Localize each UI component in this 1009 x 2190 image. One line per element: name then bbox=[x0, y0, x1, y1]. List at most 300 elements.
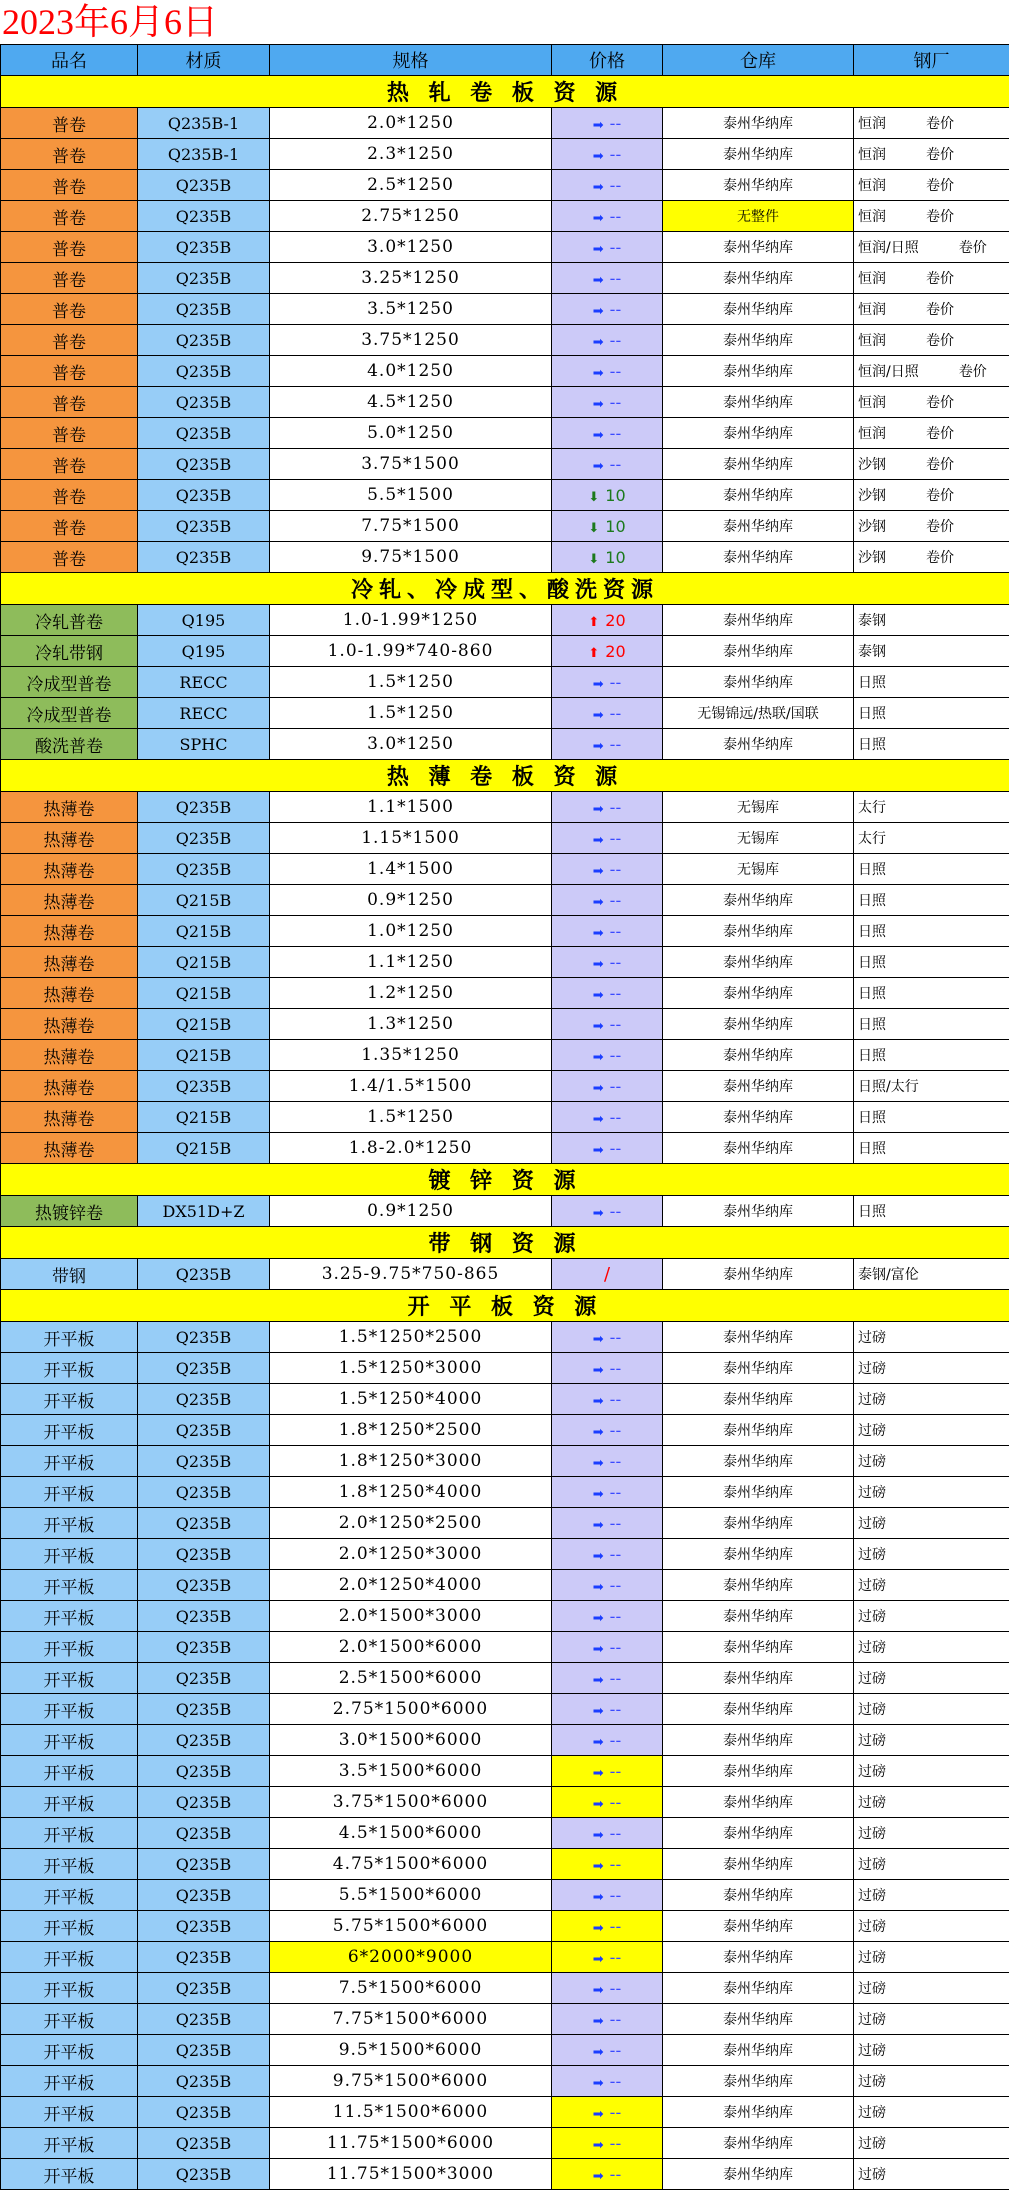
material-cell: Q215B bbox=[138, 1102, 270, 1133]
mill-cell bbox=[854, 1133, 1009, 1164]
product-name-cell: 开平板 bbox=[1, 1322, 138, 1353]
price-cell bbox=[552, 1446, 663, 1477]
spec-cell: 1.5*1250*4000 bbox=[270, 1384, 552, 1415]
price-cell bbox=[552, 1880, 663, 1911]
material-cell: Q235B bbox=[138, 823, 270, 854]
mill-cell bbox=[854, 2097, 1009, 2128]
material-cell: Q235B bbox=[138, 854, 270, 885]
price-cell bbox=[552, 1322, 663, 1353]
material-cell: Q235B bbox=[138, 1725, 270, 1756]
product-name-cell: 开平板 bbox=[1, 2097, 138, 2128]
table-row bbox=[1, 2128, 1009, 2159]
mill-name: 过磅 bbox=[858, 2136, 886, 2152]
price-cell bbox=[552, 139, 663, 170]
spec-cell: 3.5*1250 bbox=[270, 294, 552, 325]
table-row bbox=[1, 418, 1009, 449]
table-row bbox=[1, 2097, 1009, 2128]
section-header-row bbox=[1, 573, 1009, 605]
arrow-right-icon: ➡ bbox=[593, 242, 604, 257]
mill-name: 过磅 bbox=[858, 1423, 886, 1439]
product-name-cell: 热薄卷 bbox=[1, 1009, 138, 1040]
mill-name: 过磅 bbox=[858, 1981, 886, 1997]
price-value: -- bbox=[610, 1886, 622, 1905]
mill-name: 过磅 bbox=[858, 1733, 886, 1749]
arrow-right-icon: ➡ bbox=[593, 802, 604, 817]
warehouse-cell: 泰州华纳库 bbox=[663, 294, 854, 325]
material-cell: Q235B bbox=[138, 1259, 270, 1290]
mill-name: 日照 bbox=[858, 675, 886, 691]
mill-name: 日照 bbox=[858, 986, 886, 1002]
product-name-cell: 冷轧普卷 bbox=[1, 605, 138, 636]
price-value: -- bbox=[610, 1514, 622, 1533]
price-cell bbox=[552, 1539, 663, 1570]
price-value: -- bbox=[610, 829, 622, 848]
mill-cell bbox=[854, 1539, 1009, 1570]
warehouse-cell: 泰州华纳库 bbox=[663, 139, 854, 170]
product-name-cell: 普卷 bbox=[1, 418, 138, 449]
price-value: -- bbox=[610, 1139, 622, 1158]
price-cell bbox=[552, 201, 663, 232]
material-cell: Q235B bbox=[138, 1415, 270, 1446]
material-cell: Q235B bbox=[138, 1694, 270, 1725]
table-row bbox=[1, 1133, 1009, 1164]
material-cell: Q235B bbox=[138, 1663, 270, 1694]
arrow-right-icon: ➡ bbox=[593, 149, 604, 164]
mill-cell bbox=[854, 978, 1009, 1009]
product-name-cell: 普卷 bbox=[1, 139, 138, 170]
mill-name: 日照 bbox=[858, 955, 886, 971]
mill-cell bbox=[854, 1353, 1009, 1384]
warehouse-cell: 无整件 bbox=[663, 201, 854, 232]
price-value: -- bbox=[610, 984, 622, 1003]
arrow-right-icon: ➡ bbox=[593, 335, 604, 350]
price-value: -- bbox=[610, 1917, 622, 1936]
mill-cell bbox=[854, 916, 1009, 947]
table-row bbox=[1, 1725, 1009, 1756]
mill-name: 过磅 bbox=[858, 1547, 886, 1563]
warehouse-cell: 泰州华纳库 bbox=[663, 1508, 854, 1539]
table-row bbox=[1, 1353, 1009, 1384]
price-value: -- bbox=[610, 362, 622, 381]
material-cell: Q235B bbox=[138, 263, 270, 294]
price-cell bbox=[552, 232, 663, 263]
warehouse-cell: 泰州华纳库 bbox=[663, 387, 854, 418]
product-name-cell: 普卷 bbox=[1, 170, 138, 201]
warehouse-cell: 泰州华纳库 bbox=[663, 1756, 854, 1787]
product-name-cell: 普卷 bbox=[1, 542, 138, 573]
warehouse-cell: 泰州华纳库 bbox=[663, 1040, 854, 1071]
price-value: -- bbox=[610, 922, 622, 941]
warehouse-cell: 泰州华纳库 bbox=[663, 1818, 854, 1849]
material-cell: Q215B bbox=[138, 947, 270, 978]
warehouse-cell: 泰州华纳库 bbox=[663, 1322, 854, 1353]
product-name-cell: 开平板 bbox=[1, 1818, 138, 1849]
price-value: -- bbox=[610, 300, 622, 319]
price-cell bbox=[552, 1508, 663, 1539]
warehouse-cell: 无锡库 bbox=[663, 823, 854, 854]
table-row bbox=[1, 729, 1009, 760]
section-title: 开 平 板 资 源 bbox=[1, 1290, 1009, 1322]
mill-name: 恒润 bbox=[858, 302, 886, 318]
arrow-right-icon: ➡ bbox=[593, 1952, 604, 1967]
mill-note: 卷价 bbox=[959, 240, 987, 256]
mill-cell bbox=[854, 542, 1009, 573]
arrow-right-icon: ➡ bbox=[593, 428, 604, 443]
product-name-cell: 冷成型普卷 bbox=[1, 667, 138, 698]
mill-note: 卷价 bbox=[926, 519, 954, 535]
price-cell bbox=[552, 1259, 663, 1290]
mill-name: 日照 bbox=[858, 1110, 886, 1126]
arrow-right-icon: ➡ bbox=[593, 1766, 604, 1781]
product-name-cell: 酸洗普卷 bbox=[1, 729, 138, 760]
price-cell bbox=[552, 823, 663, 854]
arrow-up-icon: ⬆ bbox=[588, 646, 599, 661]
material-cell: Q235B bbox=[138, 387, 270, 418]
table-row bbox=[1, 2004, 1009, 2035]
price-value: -- bbox=[610, 1108, 622, 1127]
spec-cell: 1.35*1250 bbox=[270, 1040, 552, 1071]
price-table-body bbox=[1, 45, 1009, 2190]
warehouse-cell: 泰州华纳库 bbox=[663, 916, 854, 947]
spec-cell: 1.5*1250 bbox=[270, 1102, 552, 1133]
spec-cell: 1.8*1250*4000 bbox=[270, 1477, 552, 1508]
table-row bbox=[1, 1009, 1009, 1040]
arrow-down-icon: ⬇ bbox=[588, 521, 599, 536]
mill-cell bbox=[854, 139, 1009, 170]
price-value: -- bbox=[610, 2041, 622, 2060]
spec-cell: 3.25-9.75*750-865 bbox=[270, 1259, 552, 1290]
price-value: -- bbox=[610, 2134, 622, 2153]
price-cell bbox=[552, 1353, 663, 1384]
warehouse-cell: 泰州华纳库 bbox=[663, 1384, 854, 1415]
mill-name: 过磅 bbox=[858, 1857, 886, 1873]
product-name-cell: 开平板 bbox=[1, 1849, 138, 1880]
price-cell bbox=[552, 916, 663, 947]
mill-cell bbox=[854, 1973, 1009, 2004]
mill-name: 过磅 bbox=[858, 1919, 886, 1935]
spec-cell: 4.75*1500*6000 bbox=[270, 1849, 552, 1880]
arrow-down-icon: ⬇ bbox=[588, 552, 599, 567]
mill-cell bbox=[854, 698, 1009, 729]
warehouse-cell: 泰州华纳库 bbox=[663, 1133, 854, 1164]
arrow-right-icon: ➡ bbox=[593, 2107, 604, 2122]
price-value: 10 bbox=[605, 486, 625, 505]
price-value: -- bbox=[610, 2072, 622, 2091]
spec-cell: 1.0-1.99*1250 bbox=[270, 605, 552, 636]
price-value: -- bbox=[610, 1607, 622, 1626]
price-cell bbox=[552, 356, 663, 387]
price-cell bbox=[552, 1849, 663, 1880]
price-value: -- bbox=[610, 704, 622, 723]
mill-cell bbox=[854, 1632, 1009, 1663]
arrow-right-icon: ➡ bbox=[593, 1050, 604, 1065]
spec-cell: 1.2*1250 bbox=[270, 978, 552, 1009]
product-name-cell: 热薄卷 bbox=[1, 1071, 138, 1102]
price-cell bbox=[552, 1477, 663, 1508]
warehouse-cell: 泰州华纳库 bbox=[663, 1570, 854, 1601]
spec-cell: 3.5*1500*6000 bbox=[270, 1756, 552, 1787]
mill-cell bbox=[854, 1196, 1009, 1227]
spec-cell: 5.5*1500 bbox=[270, 480, 552, 511]
price-cell bbox=[552, 1725, 663, 1756]
arrow-right-icon: ➡ bbox=[593, 1487, 604, 1502]
table-row bbox=[1, 449, 1009, 480]
spec-cell: 4.5*1250 bbox=[270, 387, 552, 418]
product-name-cell: 开平板 bbox=[1, 1384, 138, 1415]
mill-name: 太行 bbox=[858, 831, 886, 847]
table-row bbox=[1, 1539, 1009, 1570]
header-price: 价格 bbox=[552, 45, 663, 76]
material-cell: Q235B bbox=[138, 480, 270, 511]
material-cell: Q235B-1 bbox=[138, 139, 270, 170]
table-row bbox=[1, 1071, 1009, 1102]
price-value: -- bbox=[610, 891, 622, 910]
mill-name: 日照 bbox=[858, 1048, 886, 1064]
spec-cell: 11.5*1500*6000 bbox=[270, 2097, 552, 2128]
mill-name: 过磅 bbox=[858, 1826, 886, 1842]
warehouse-cell: 泰州华纳库 bbox=[663, 2066, 854, 2097]
mill-name: 过磅 bbox=[858, 2167, 886, 2183]
mill-cell bbox=[854, 356, 1009, 387]
warehouse-cell: 泰州华纳库 bbox=[663, 947, 854, 978]
mill-cell bbox=[854, 885, 1009, 916]
material-cell: Q215B bbox=[138, 978, 270, 1009]
mill-cell bbox=[854, 1570, 1009, 1601]
price-cell bbox=[552, 2128, 663, 2159]
mill-cell bbox=[854, 1787, 1009, 1818]
product-name-cell: 开平板 bbox=[1, 1601, 138, 1632]
price-value: -- bbox=[610, 1421, 622, 1440]
price-cell bbox=[552, 1415, 663, 1446]
spec-cell: 1.4/1.5*1500 bbox=[270, 1071, 552, 1102]
price-value: 20 bbox=[605, 642, 625, 661]
sheet-date: 2023年6月6日 bbox=[0, 0, 218, 44]
mill-cell bbox=[854, 1880, 1009, 1911]
arrow-right-icon: ➡ bbox=[593, 1859, 604, 1874]
mill-note: 卷价 bbox=[926, 209, 954, 225]
product-name-cell: 开平板 bbox=[1, 1570, 138, 1601]
price-cell bbox=[552, 605, 663, 636]
header-spec: 规格 bbox=[270, 45, 552, 76]
warehouse-cell: 泰州华纳库 bbox=[663, 511, 854, 542]
spec-cell: 1.5*1250*2500 bbox=[270, 1322, 552, 1353]
table-row bbox=[1, 1415, 1009, 1446]
arrow-right-icon: ➡ bbox=[593, 2076, 604, 2091]
product-name-cell: 开平板 bbox=[1, 2035, 138, 2066]
price-cell bbox=[552, 1009, 663, 1040]
price-value: -- bbox=[610, 1638, 622, 1657]
mill-name: 过磅 bbox=[858, 1888, 886, 1904]
product-name-cell: 开平板 bbox=[1, 1694, 138, 1725]
material-cell: Q195 bbox=[138, 605, 270, 636]
price-cell bbox=[552, 1756, 663, 1787]
price-value: -- bbox=[610, 953, 622, 972]
mill-cell bbox=[854, 263, 1009, 294]
section-header-row bbox=[1, 76, 1009, 108]
warehouse-cell: 泰州华纳库 bbox=[663, 108, 854, 139]
price-value: -- bbox=[610, 1762, 622, 1781]
table-row bbox=[1, 978, 1009, 1009]
material-cell: Q235B bbox=[138, 1787, 270, 1818]
mill-name: 过磅 bbox=[858, 1764, 886, 1780]
mill-note: 卷价 bbox=[926, 147, 954, 163]
header-warehouse: 仓库 bbox=[663, 45, 854, 76]
table-row bbox=[1, 201, 1009, 232]
table-row bbox=[1, 1102, 1009, 1133]
product-name-cell: 开平板 bbox=[1, 1415, 138, 1446]
price-cell bbox=[552, 1818, 663, 1849]
arrow-right-icon: ➡ bbox=[593, 118, 604, 133]
warehouse-cell: 泰州华纳库 bbox=[663, 1009, 854, 1040]
mill-note: 卷价 bbox=[926, 271, 954, 287]
mill-cell bbox=[854, 1477, 1009, 1508]
mill-cell bbox=[854, 1508, 1009, 1539]
price-cell bbox=[552, 449, 663, 480]
spec-cell: 1.0*1250 bbox=[270, 916, 552, 947]
mill-note: 卷价 bbox=[926, 550, 954, 566]
table-row bbox=[1, 1756, 1009, 1787]
product-name-cell: 开平板 bbox=[1, 1911, 138, 1942]
product-name-cell: 开平板 bbox=[1, 1787, 138, 1818]
material-cell: Q235B bbox=[138, 2097, 270, 2128]
table-row bbox=[1, 170, 1009, 201]
mill-name: 恒润/日照 bbox=[858, 240, 919, 256]
warehouse-cell: 泰州华纳库 bbox=[663, 1071, 854, 1102]
table-row bbox=[1, 1942, 1009, 1973]
table-row bbox=[1, 325, 1009, 356]
arrow-right-icon: ➡ bbox=[593, 2138, 604, 2153]
product-name-cell: 热薄卷 bbox=[1, 1040, 138, 1071]
spec-cell: 2.75*1500*6000 bbox=[270, 1694, 552, 1725]
arrow-right-icon: ➡ bbox=[593, 1456, 604, 1471]
mill-name: 恒润 bbox=[858, 209, 886, 225]
price-value: -- bbox=[610, 207, 622, 226]
mill-name: 沙钢 bbox=[858, 519, 886, 535]
material-cell: Q235B bbox=[138, 511, 270, 542]
price-cell bbox=[552, 1632, 663, 1663]
arrow-right-icon: ➡ bbox=[593, 895, 604, 910]
warehouse-cell: 泰州华纳库 bbox=[663, 636, 854, 667]
price-cell bbox=[552, 294, 663, 325]
material-cell: RECC bbox=[138, 667, 270, 698]
warehouse-cell: 泰州华纳库 bbox=[663, 170, 854, 201]
arrow-right-icon: ➡ bbox=[593, 1921, 604, 1936]
warehouse-cell: 泰州华纳库 bbox=[663, 1694, 854, 1725]
arrow-right-icon: ➡ bbox=[593, 273, 604, 288]
price-value: -- bbox=[610, 1731, 622, 1750]
mill-cell bbox=[854, 1384, 1009, 1415]
warehouse-cell: 泰州华纳库 bbox=[663, 605, 854, 636]
table-row bbox=[1, 480, 1009, 511]
warehouse-cell: 泰州华纳库 bbox=[663, 978, 854, 1009]
arrow-right-icon: ➡ bbox=[593, 1081, 604, 1096]
price-value: -- bbox=[610, 1359, 622, 1378]
mill-name: 日照 bbox=[858, 1204, 886, 1220]
mill-cell bbox=[854, 823, 1009, 854]
mill-name: 沙钢 bbox=[858, 457, 886, 473]
price-cell bbox=[552, 1071, 663, 1102]
arrow-right-icon: ➡ bbox=[593, 1828, 604, 1843]
product-name-cell: 普卷 bbox=[1, 232, 138, 263]
price-cell bbox=[552, 1663, 663, 1694]
spec-cell: 1.4*1500 bbox=[270, 854, 552, 885]
material-cell: Q235B bbox=[138, 201, 270, 232]
price-value: -- bbox=[610, 1855, 622, 1874]
mill-name: 沙钢 bbox=[858, 550, 886, 566]
table-row bbox=[1, 1849, 1009, 1880]
table-row bbox=[1, 1973, 1009, 2004]
price-value: -- bbox=[610, 798, 622, 817]
mill-name: 恒润 bbox=[858, 395, 886, 411]
price-cell bbox=[552, 1694, 663, 1725]
table-row bbox=[1, 1196, 1009, 1227]
arrow-right-icon: ➡ bbox=[593, 1797, 604, 1812]
mill-cell bbox=[854, 2128, 1009, 2159]
mill-name: 日照 bbox=[858, 924, 886, 940]
material-cell: Q235B bbox=[138, 1322, 270, 1353]
mill-note: 卷价 bbox=[926, 302, 954, 318]
section-title: 热 轧 卷 板 资 源 bbox=[1, 76, 1009, 108]
arrow-right-icon: ➡ bbox=[593, 1425, 604, 1440]
spec-cell: 2.75*1250 bbox=[270, 201, 552, 232]
table-row bbox=[1, 823, 1009, 854]
material-cell: Q235B bbox=[138, 1818, 270, 1849]
price-value: -- bbox=[610, 2010, 622, 2029]
warehouse-cell: 泰州华纳库 bbox=[663, 2004, 854, 2035]
warehouse-cell: 泰州华纳库 bbox=[663, 729, 854, 760]
spec-cell: 1.0-1.99*740-860 bbox=[270, 636, 552, 667]
spec-cell: 1.8*1250*3000 bbox=[270, 1446, 552, 1477]
mill-cell bbox=[854, 2004, 1009, 2035]
arrow-right-icon: ➡ bbox=[593, 1642, 604, 1657]
mill-cell bbox=[854, 854, 1009, 885]
warehouse-cell: 泰州华纳库 bbox=[663, 1632, 854, 1663]
table-row bbox=[1, 698, 1009, 729]
warehouse-cell: 无锡库 bbox=[663, 792, 854, 823]
price-cell bbox=[552, 511, 663, 542]
table-row bbox=[1, 792, 1009, 823]
table-row bbox=[1, 854, 1009, 885]
mill-name: 恒润 bbox=[858, 271, 886, 287]
price-cell bbox=[552, 387, 663, 418]
product-name-cell: 普卷 bbox=[1, 263, 138, 294]
spec-cell: 2.0*1250*4000 bbox=[270, 1570, 552, 1601]
price-cell bbox=[552, 480, 663, 511]
material-cell: RECC bbox=[138, 698, 270, 729]
warehouse-cell: 无锡锦远/热联/国联 bbox=[663, 698, 854, 729]
price-table bbox=[0, 44, 1009, 2190]
price-cell bbox=[552, 885, 663, 916]
product-name-cell: 普卷 bbox=[1, 325, 138, 356]
spec-cell: 0.9*1250 bbox=[270, 885, 552, 916]
product-name-cell: 普卷 bbox=[1, 449, 138, 480]
product-name-cell: 普卷 bbox=[1, 294, 138, 325]
warehouse-cell: 泰州华纳库 bbox=[663, 1663, 854, 1694]
warehouse-cell: 泰州华纳库 bbox=[663, 2128, 854, 2159]
spec-cell: 2.0*1500*3000 bbox=[270, 1601, 552, 1632]
price-value: / bbox=[604, 1264, 610, 1285]
warehouse-cell: 泰州华纳库 bbox=[663, 542, 854, 573]
mill-cell bbox=[854, 1756, 1009, 1787]
material-cell: Q215B bbox=[138, 1009, 270, 1040]
spec-cell: 2.0*1250*2500 bbox=[270, 1508, 552, 1539]
material-cell: Q235B bbox=[138, 2035, 270, 2066]
mill-cell bbox=[854, 1040, 1009, 1071]
product-name-cell: 开平板 bbox=[1, 1756, 138, 1787]
mill-name: 恒润 bbox=[858, 178, 886, 194]
arrow-right-icon: ➡ bbox=[593, 1549, 604, 1564]
spec-cell: 1.8-2.0*1250 bbox=[270, 1133, 552, 1164]
